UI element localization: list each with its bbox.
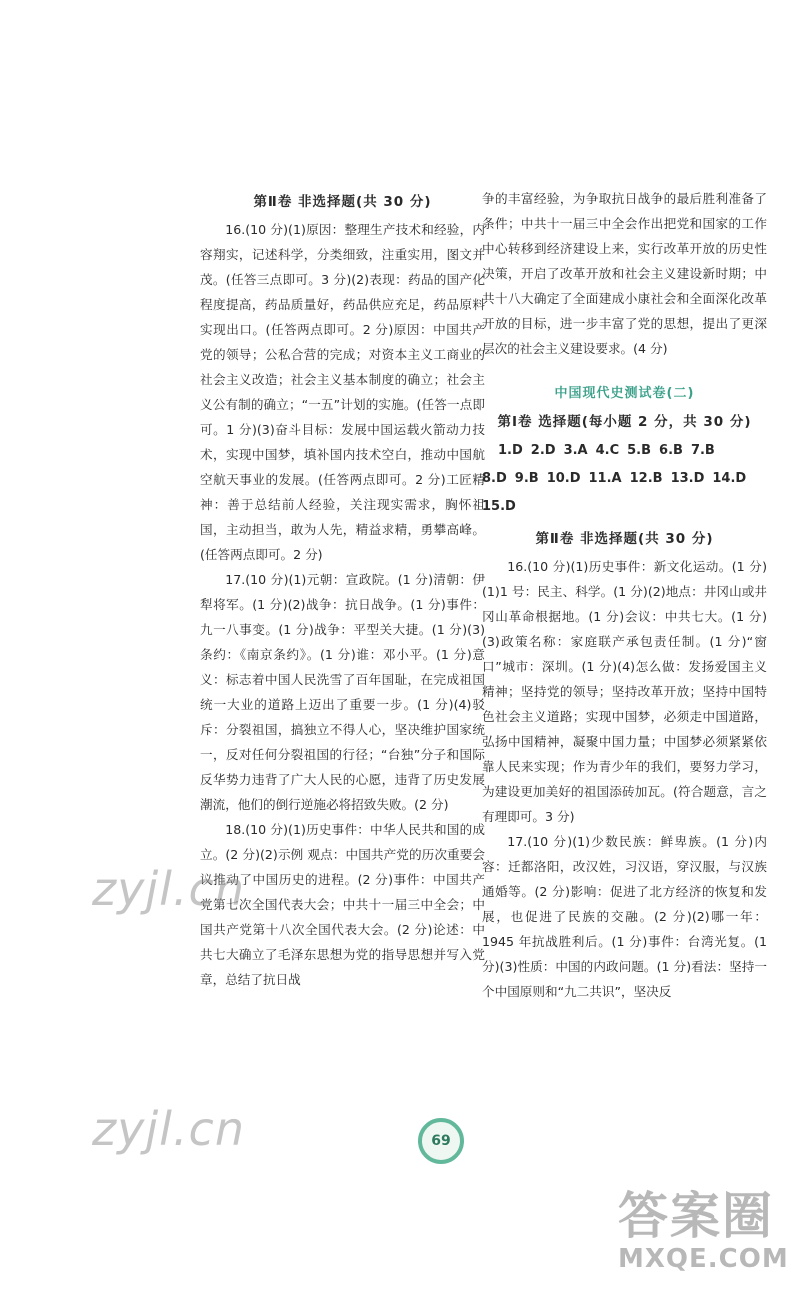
left-section-heading: 第Ⅱ卷 非选择题(共 30 分) bbox=[253, 194, 432, 210]
answer-item: 12.B bbox=[629, 471, 663, 486]
site-logo bbox=[618, 1188, 788, 1288]
right-question-16: 16.(10 分)(1)历史事件：新文化运动。(1 分)(1)1 号：民主、科学。(1 分)(2)地点：井冈山或井冈山革命根据地。(1 分)会议：中共七大。(1 分)(3)政策名称：家庭联产承包责任制。(1 分)“窗口”城市：深圳。(1 分)(4)怎么做：发扬爱国主义精神；坚持党的领导；坚持改革开放；坚持中国特色社会主义道路；实现中国梦，必须走中国道路，弘扬中国精神，凝聚中国力量；中国梦必须紧紧依靠人民来实现；作为青少年的我们，要努力学习，为建设更加美好的祖国添砖加瓦。(符合题意，言之有理即可。3 分) bbox=[482, 559, 767, 824]
right-column bbox=[482, 186, 767, 1004]
logo-domain-text: MXQE.COM bbox=[618, 1244, 789, 1274]
watermark-text: zyjl.cn bbox=[92, 1102, 245, 1156]
left-question-18: 18.(10 分)(1)历史事件：中华人民共和国的成立。(2 分)(2)示例 观点：中国共产党的历次重要会议推动了中国历史的进程。(2 分)事件：中国共产党第七次全国代表大会；中共十一届三中全会；中国共产党第十八次全国代表大会。(2 分)论述：中共七大确立了毛泽东思想为党的指导思想并写入党章，总结了抗日战 bbox=[200, 822, 485, 987]
watermark-text: zyjl.cn bbox=[92, 862, 245, 916]
left-question-17: 17.(10 分)(1)元朝：宣政院。(1 分)清朝：伊犁将军。(1 分)(2)战争：抗日战争。(1 分)事件：九一八事变。(1 分)战争：平型关大捷。(1 分)(3)条约：《南京条约》。(1 分)谁：邓小平。(1 分)意义：标志着中国人民洗雪了百年国耻，在完成祖国统一大业的道路上迈出了重要一步。(1 分)(4)驳斥：分裂祖国，搞独立不得人心，坚决维护国家统一，反对任何分裂祖国的行径；“台独”分子和国际反华势力违背了广大人民的心愿，违背了历史发展潮流，他们的倒行逆施必将招致失败。(2 分) bbox=[200, 572, 485, 812]
left-question-16: 16.(10 分)(1)原因：整理生产技术和经验，内容翔实，记述科学，分类细致，注重实用，图文并茂。(任答三点即可。3 分)(2)表现：药品的国产化程度提高，药品质量好，药品供应充足，药品原料实现出口。(任答两点即可。2 分)原因：中国共产党的领导；公私合营的完成；对资本主义工商业的社会主义改造；社会主义基本制度的确立；社会主义公有制的确立；“一五”计划的实施。(任答一点即可。1 分)(3)奋斗目标：发展中国运载火箭动力技术，实现中国梦，填补国内技术空白，推动中国航空航天事业的发展。(任答两点即可。2 分)工匠精神：善于总结前人经验，关注现实需求，胸怀祖国，主动担当，敢为人先，精益求精，勇攀高峰。(任答两点即可。2 分) bbox=[200, 222, 485, 562]
right-section-heading-2: 第Ⅱ卷 非选择题(共 30 分) bbox=[535, 531, 714, 547]
answer-item: 8.D bbox=[482, 471, 507, 486]
answer-item: 2.D bbox=[530, 443, 556, 458]
right-question-17: 17.(10 分)(1)少数民族：鲜卑族。(1 分)内容：迁都洛阳，改汉姓，习汉语，穿汉服，与汉族通婚等。(2 分)影响：促进了北方经济的恢复和发展，也促进了民族的交融。(2 分)(2)哪一年：1945 年抗战胜利后。(1 分)事件：台湾光复。(1 分)(3)性质：中国的内政问题。(1 分)看法：坚持一个中国原则和“九二共识”，坚决反 bbox=[482, 834, 767, 999]
answer-item: 4.C bbox=[595, 443, 620, 458]
answer-item: 3.A bbox=[563, 443, 588, 458]
right-section-heading-1: 第Ⅰ卷 选择题(每小题 2 分，共 30 分) bbox=[497, 414, 752, 430]
answer-item: 15.D bbox=[482, 499, 516, 514]
multiple-choice-answers bbox=[482, 437, 767, 521]
answer-item: 1.D bbox=[498, 443, 523, 458]
answer-item: 9.B bbox=[514, 471, 539, 486]
page-number-badge bbox=[418, 1118, 464, 1164]
answer-item: 10.D bbox=[546, 471, 581, 486]
answer-line-3 bbox=[482, 493, 767, 521]
answer-item: 11.A bbox=[588, 471, 622, 486]
right-question-18-continued: 争的丰富经验，为争取抗日战争的最后胜利准备了条件；中共十一届三中全会作出把党和国家的工作中心转移到经济建设上来，实行改革开放的历史性决策，开启了改革开放和社会主义建设新时期；中共十八大确定了全面建成小康社会和全面深化改革开放的目标，进一步丰富了党的思想，提出了更深层次的社会主义建设要求。(4 分) bbox=[482, 191, 767, 356]
answer-line-2 bbox=[482, 465, 767, 493]
answer-item: 14.D bbox=[712, 471, 747, 486]
answer-item: 7.B bbox=[690, 443, 715, 458]
answer-item: 6.B bbox=[659, 443, 683, 458]
logo-main-text: 答案圈 bbox=[618, 1187, 774, 1245]
answer-item: 13.D bbox=[670, 471, 705, 486]
page-number: 69 bbox=[431, 1133, 451, 1149]
answer-line-1 bbox=[482, 437, 767, 465]
test-paper-title: 中国现代史测试卷(二) bbox=[554, 386, 695, 401]
answer-item: 5.B bbox=[627, 443, 652, 458]
